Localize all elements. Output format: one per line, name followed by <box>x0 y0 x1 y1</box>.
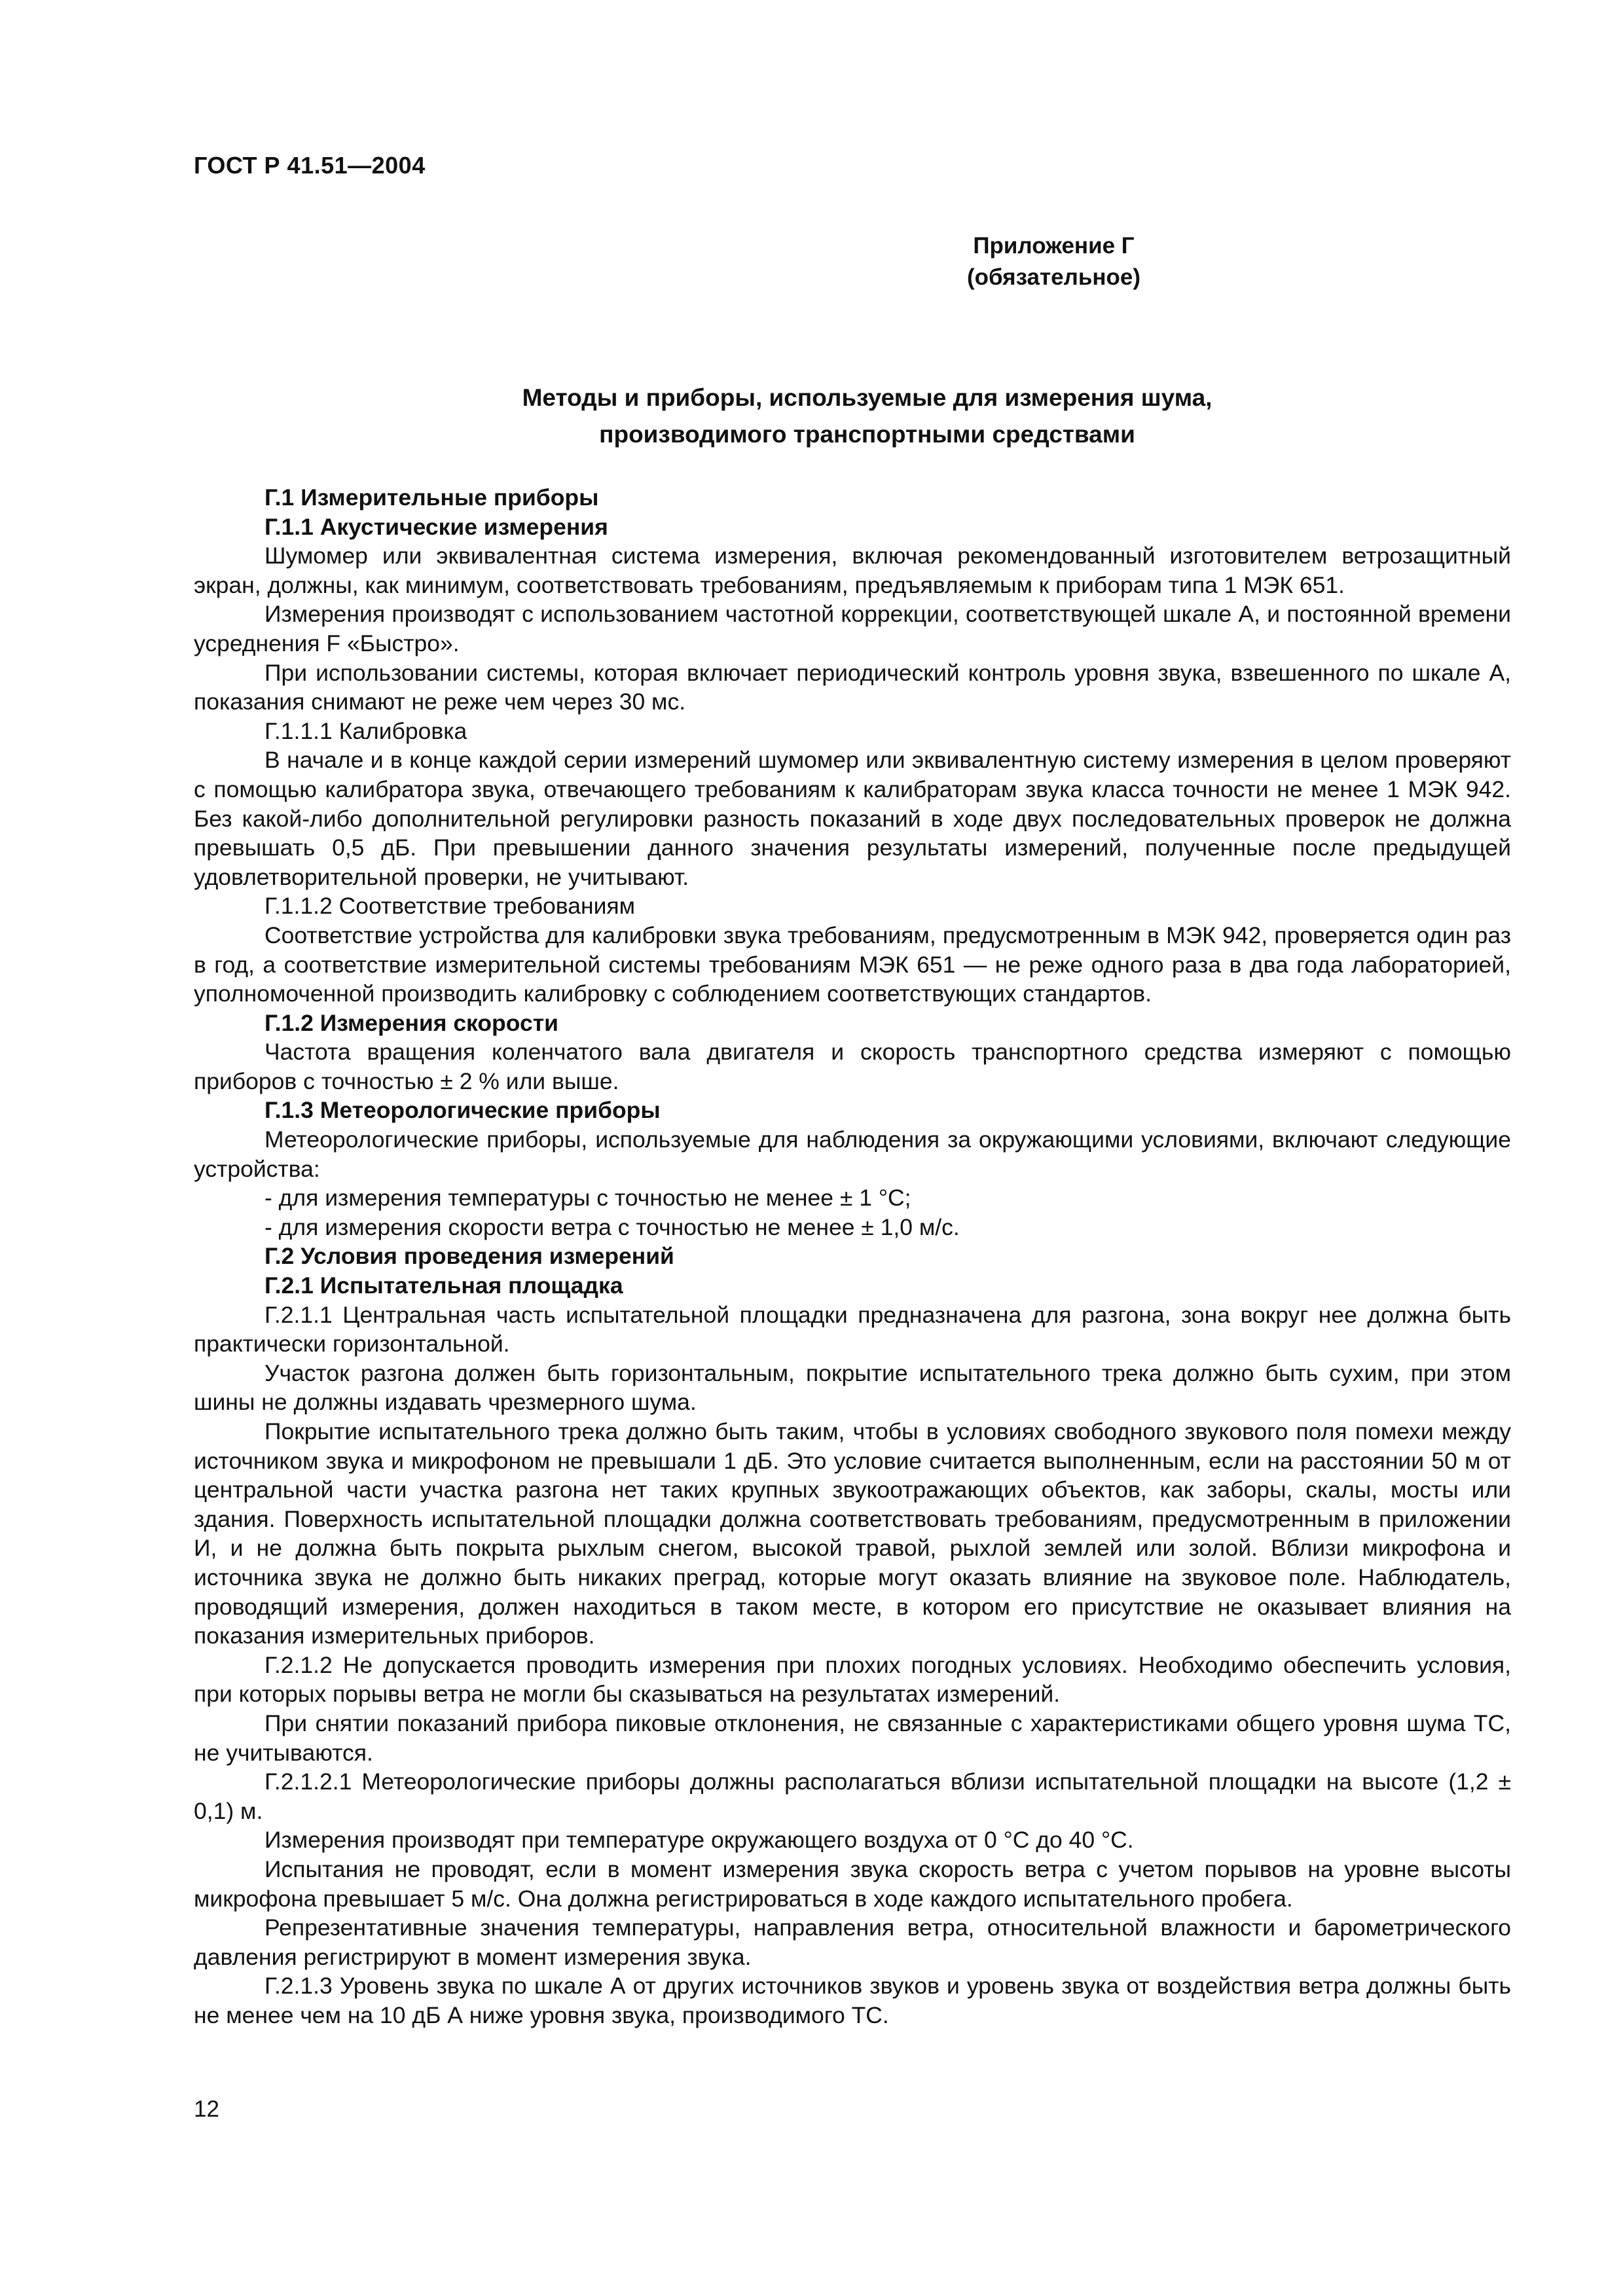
paragraph: Г.2.1.2 Не допускается проводить измерения при плохих погодных условиях. Необходимо обеспечить условия, при которых порывы ветра не могли бы сказываться на результатах измерений. <box>194 1651 1511 1708</box>
paragraph: В начале и в конце каждой серии измерений шумомер или эквивалентную систему измерения в целом проверяют с помощью калибратора звука, отвечающего требованиям к калибраторам звука класса точности не менее 1 МЭК 942. Без какой-либо дополнительной регулировки разность показаний в ходе двух последовательных проверок не должна превышать 0,5 дБ. При превышении данного значения результаты измерений, полученные после предыдущей удовлетворительной проверки, не учитывают. <box>194 747 1511 890</box>
paragraph: Частота вращения коленчатого вала двигателя и скорость транспортного средства измеряют с помощью приборов с точностью ± 2 % или выше. <box>194 1039 1511 1094</box>
paragraph: Измерения производят при температуре окружающего воздуха от 0 °С до 40 °С. <box>264 1827 1134 1854</box>
paragraph: Участок разгона должен быть горизонтальным, покрытие испытательного трека должно быть сухим, при этом шины не должны издавать чрезмерного шума. <box>194 1359 1511 1416</box>
paragraph: Соответствие устройства для калибровки звука требованиям, предусмотренным в МЭК 942, проверяется один раз в год, а соответствие измерительной системы требованиям МЭК 651 — не реже одного раза в два года лабораторией, уполномоченной производить калибровку с соблюдением соответствующих стандартов. <box>194 922 1511 1007</box>
section-heading: Г.2 Условия проведения измерений <box>264 1243 674 1270</box>
document-body <box>194 483 1511 2030</box>
paragraph: При использовании системы, которая включает периодический контроль уровня звука, взвешенного по шкале А, показания снимают не реже чем через 30 мс. <box>194 659 1511 715</box>
page-number: 12 <box>194 2096 219 2122</box>
page-title-line-1: Методы и приборы, используемые для измерения шума, <box>522 384 1213 411</box>
paragraph: Шумомер или эквивалентная система измерения, включая рекомендованный изготовителем ветрозащитный экран, должны, как минимум, соответствовать требованиям, предъявляемым к приборам типа 1 МЭК 651. <box>194 543 1511 598</box>
appendix-title: Приложение Г <box>973 233 1135 259</box>
paragraph: Испытания не проводят, если в момент измерения звука скорость ветра с учетом порывов на уровне высоты микрофона превышает 5 м/с. Она должна регистрироваться в ходе каждого испытательного пробега. <box>194 1856 1511 1912</box>
paragraph: Г.2.1.3 Уровень звука по шкале А от других источников звуков и уровень звука от воздействия ветра должны быть не менее чем на 10 дБ А ниже уровня звука, производимого ТС. <box>194 1973 1511 2028</box>
appendix-status: (обязательное) <box>966 264 1140 290</box>
paragraph: Репрезентативные значения температуры, направления ветра, относительной влажности и барометрического давления регистрируют в момент измерения звука. <box>194 1914 1511 1970</box>
section-heading: Г.1 Измерительные приборы <box>264 484 599 511</box>
paragraph: Измерения производят с использованием частотной коррекции, соответствующей шкале А, и постоянной времени усреднения F «Быстро». <box>194 601 1511 656</box>
subsection-heading: Г.1.3 Метеорологические приборы <box>264 1097 661 1124</box>
subsection-heading: Г.1.2 Измерения скорости <box>264 1009 558 1036</box>
page-title-line-2: производимого транспортными средствами <box>599 421 1135 448</box>
subsection-heading: Г.1.1 Акустические измерения <box>264 513 608 540</box>
paragraph: При снятии показаний прибора пиковые отклонения, не связанные с характеристиками общего уровня шума ТС, не учитываются. <box>194 1710 1511 1766</box>
paragraph: Г.2.1.2.1 Метеорологические приборы должны располагаться вблизи испытательной площадки на высоте (1,2 ± 0,1) м. <box>194 1768 1511 1824</box>
subsection-heading: Г.2.1 Испытательная площадка <box>264 1272 623 1299</box>
page-title <box>0 380 1623 453</box>
appendix-heading <box>0 230 1623 293</box>
paragraph: Метеорологические приборы, используемые для наблюдения за окружающими условиями, включают следующие устройства: <box>194 1126 1511 1182</box>
document-code: ГОСТ Р 41.51—2004 <box>194 152 426 179</box>
clause-heading: Г.1.1.1 Калибровка <box>264 717 467 744</box>
clause-heading: Г.1.1.2 Соответствие требованиям <box>264 893 636 920</box>
paragraph: Покрытие испытательного трека должно быть таким, чтобы в условиях свободного звукового поля помехи между источником звука и микрофоном не превышали 1 дБ. Это условие считается выполненным, если на расстоянии 50 м от центральной части участка разгона нет таких крупных звукоотражающих объектов, как заборы, скалы, мосты или здания. Поверхность испытательной площадки должна соответствовать требованиям, предусмотренным в приложении И, и не должна быть покрыта рыхлым снегом, высокой травой, рыхлой землей или золой. Вблизи микрофона и источника звука не должно быть никаких преград, которые могут оказать влияние на звуковое поле. Наблюдатель, проводящий измерения, должен находиться в таком месте, в котором его присутствие не оказывает влияния на показания измерительных приборов. <box>194 1418 1511 1649</box>
list-item: - для измерения температуры с точностью не менее ± 1 °С; <box>264 1185 911 1211</box>
paragraph: Г.2.1.1 Центральная часть испытательной площадки предназначена для разгона, зона вокруг нее должна быть практически горизонтальной. <box>194 1301 1511 1357</box>
list-item: - для измерения скорости ветра с точностью не менее ± 1,0 м/с. <box>264 1213 960 1240</box>
